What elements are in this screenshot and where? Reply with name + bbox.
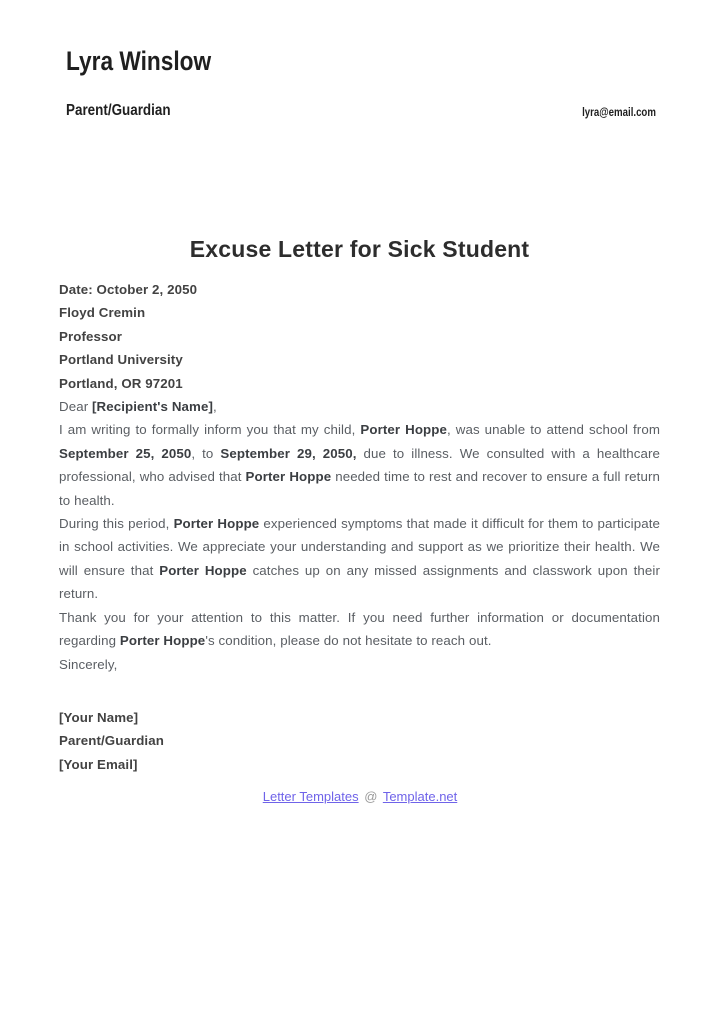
template-net-link[interactable]: Template.net — [382, 789, 458, 805]
paragraph-3: Thank you for your attention to this matter. If you need further information or documentation regarding Porter Hoppe's condition, please do not hesitate to reach out. — [59, 609, 660, 649]
closing-line: Sincerely, — [59, 656, 118, 672]
institution-line: Portland University — [59, 352, 183, 368]
date-line: Date: October 2, 2050 — [59, 282, 198, 297]
signature-block — [59, 706, 660, 776]
recipient-title-line: Professor — [59, 328, 122, 344]
sender-email: lyra@email.com — [582, 107, 656, 119]
address-line: Portland, OR 97201 — [59, 375, 183, 391]
footer-separator: @ — [364, 789, 378, 805]
letterhead — [0, 0, 720, 121]
paragraph-1: I am writing to formally inform you that my child, Porter Hoppe, was unable to attend school from September 25, 2050, to September 29, 2050, due to illness. We consulted with a healthcare professional, who advised that Porter Hoppe needed time to rest and recover to ensure a full return to health. — [59, 422, 660, 508]
letterhead-subrow — [66, 101, 656, 121]
sender-name: Lyra Winslow — [66, 46, 212, 76]
signature-role: Parent/Guardian — [59, 733, 164, 749]
signature-email: [Your Email] — [59, 756, 138, 772]
signature-name: [Your Name] — [59, 709, 139, 725]
footer-attribution — [0, 785, 720, 808]
recipient-name-line: Floyd Cremin — [59, 305, 146, 321]
sender-role: Parent/Guardian — [66, 102, 171, 119]
sender-name-row — [66, 46, 656, 76]
letter-title: Excuse Letter for Sick Student — [189, 236, 530, 262]
paragraph-2: During this period, Porter Hoppe experienced symptoms that made it difficult for them to participate in school activities. We appreciate your understanding and support as we prioritize their health. We will ensure that Porter Hoppe catches up on any missed assignments and classwork upon their return. — [59, 516, 660, 602]
salutation: Dear [Recipient's Name], — [59, 399, 217, 415]
letter-body — [59, 278, 660, 776]
letter-templates-link[interactable]: Letter Templates — [262, 789, 359, 805]
